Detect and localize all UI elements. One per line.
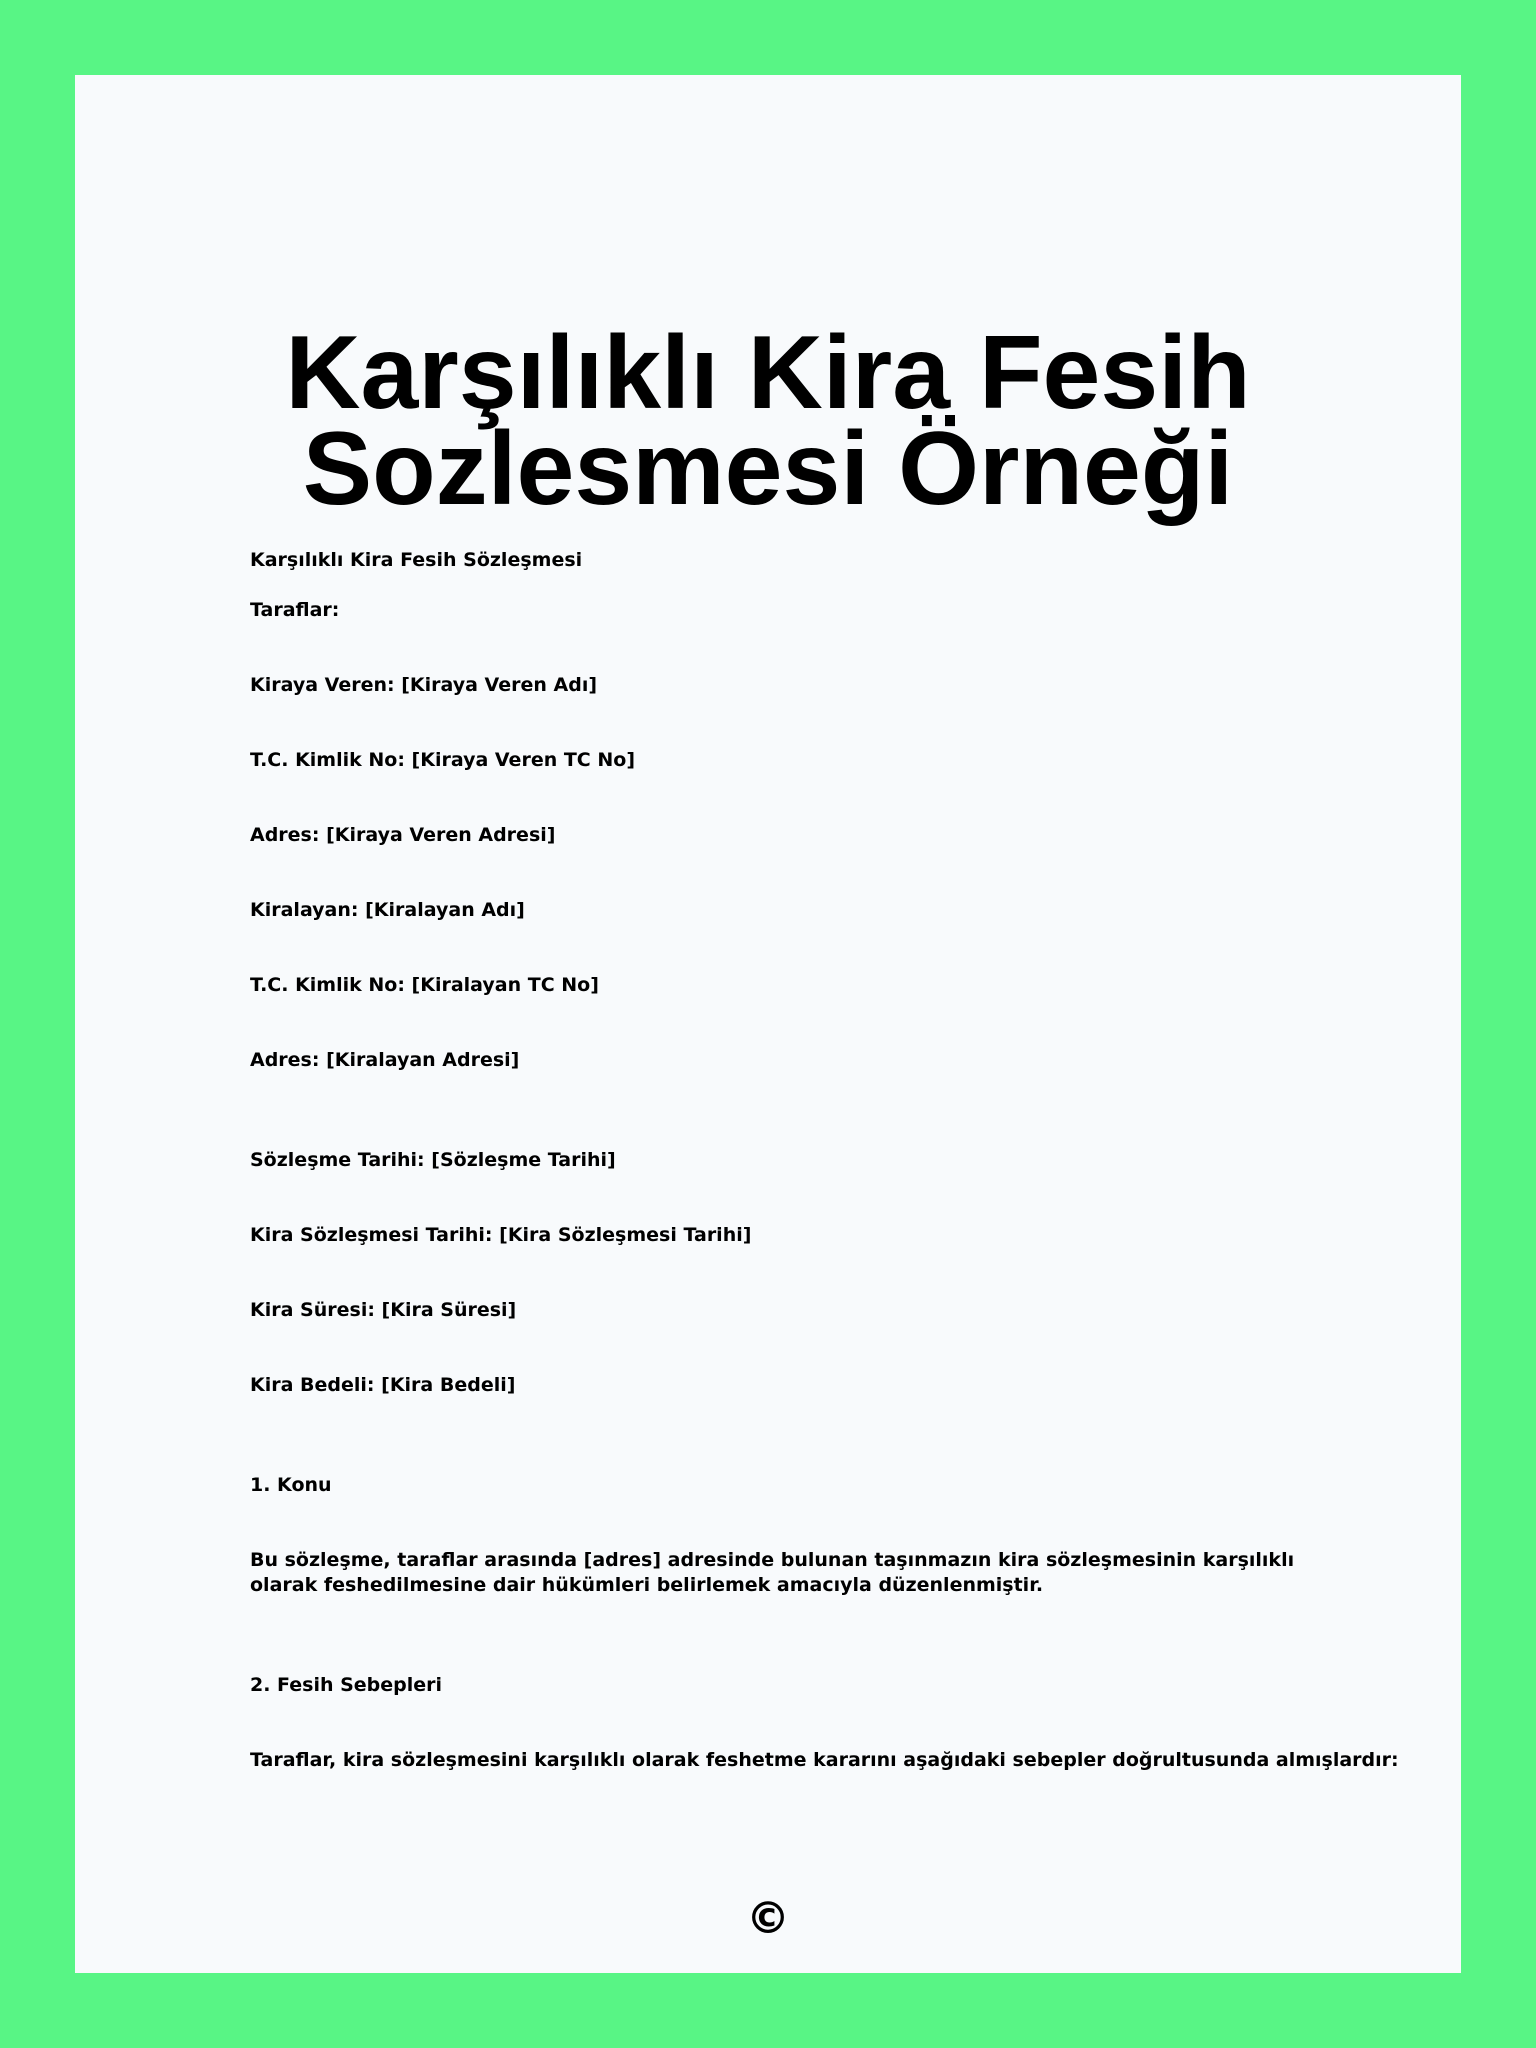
lease-term: Kira Süresi: [Kira Süresi] (250, 1299, 517, 1321)
copyright-icon: © (746, 1893, 790, 1944)
title-line-2: Sozlesmesi Örneği (302, 411, 1234, 527)
landlord-id: T.C. Kimlik No: [Kiraya Veren TC No] (250, 749, 636, 771)
rent-amount: Kira Bedeli: [Kira Bedeli] (250, 1374, 516, 1396)
tenant-address: Adres: [Kiralayan Adresi] (250, 1049, 520, 1071)
document-title (75, 315, 1461, 527)
lease-date: Kira Sözleşmesi Tarihi: [Kira Sözleşmesi Tarihi] (250, 1224, 752, 1246)
parties-label: Taraflar: (250, 599, 340, 621)
tenant-name: Kiralayan: [Kiralayan Adı] (250, 899, 525, 921)
title-line-1: Karşılıklı Kira Fesih (285, 315, 1251, 431)
contract-date: Sözleşme Tarihi: [Sözleşme Tarihi] (250, 1149, 616, 1171)
section-1-text: Bu sözleşme, taraflar arasında [adres] adresinde bulunan taşınmazın kira sözleşmesinin karşılıklı olarak feshedilmesine dair hükümleri belirlemek amacıyla düzenlenmiştir. (250, 1549, 1295, 1596)
tenant-id: T.C. Kimlik No: [Kiralayan TC No] (250, 974, 599, 996)
section-2-title: 2. Fesih Sebepleri (250, 1674, 443, 1696)
section-1-title: 1. Konu (250, 1474, 332, 1496)
section-2-text: Taraflar, kira sözleşmesini karşılıklı olarak feshetme kararını aşağıdaki sebepler doğrultusunda almışlardır: (250, 1749, 1399, 1771)
landlord-name: Kiraya Veren: [Kiraya Veren Adı] (250, 674, 598, 696)
landlord-address: Adres: [Kiraya Veren Adresi] (250, 824, 556, 846)
document-page (75, 75, 1461, 1973)
contract-heading: Karşılıklı Kira Fesih Sözleşmesi (250, 549, 583, 571)
